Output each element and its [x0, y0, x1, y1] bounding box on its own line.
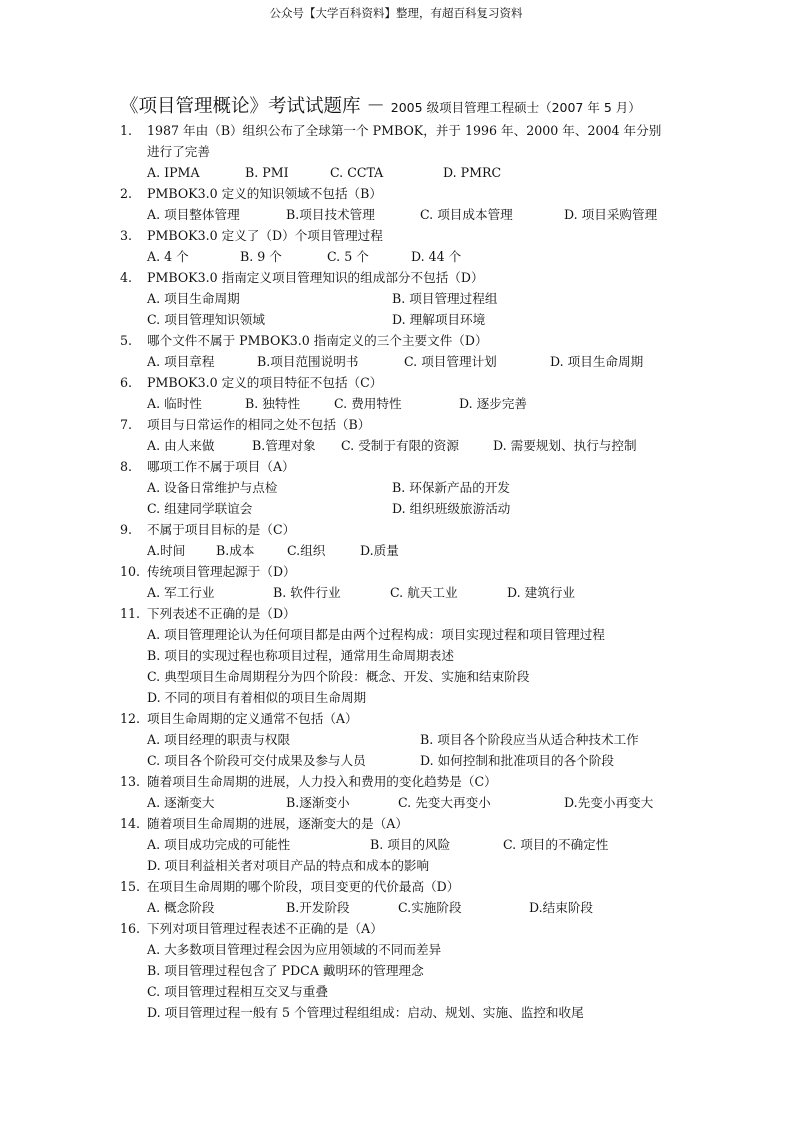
option-d: D. 组织班级旅游活动 — [392, 501, 511, 516]
option-c: C. 项目的不确定性 — [503, 837, 609, 852]
option-c: C. CCTA — [330, 165, 384, 180]
option-c: C. 项目管理过程相互交叉与重叠 — [147, 984, 328, 999]
option-c: C. 组建同学联谊会 — [147, 501, 253, 516]
question-number: 2. — [120, 186, 133, 201]
option-b: B. 独特性 — [245, 396, 301, 411]
option-d: D. 需要规划、执行与控制 — [493, 438, 637, 453]
option-d: D. 建筑行业 — [507, 585, 576, 600]
document-title — [120, 92, 680, 118]
option-b: B.项目技术管理 — [286, 207, 375, 222]
option-d: D. 逐步完善 — [459, 396, 528, 411]
option-a: A. 军工行业 — [147, 585, 215, 600]
option-b: B.管理对象 — [252, 438, 316, 453]
question-stem: PMBOK3.0 指南定义项目管理知识的组成部分不包括（D） — [147, 270, 484, 285]
question-stem: 1987 年由（B）组织公布了全球第一个 PMBOK，并于 1996 年、2000 年、2004 年分别 — [147, 123, 662, 138]
option-d: D. 不同的项目有着相似的项目生命周期 — [147, 690, 367, 705]
option-d: D. 项目生命周期 — [550, 354, 644, 369]
question-stem: 项目生命周期的定义通常不包括（A） — [147, 711, 358, 726]
option-d: D.质量 — [360, 543, 399, 558]
page-header: 公众号【大学百科资料】整理，有超百科复习资料 — [269, 6, 523, 20]
option-c: C. 项目管理计划 — [404, 354, 497, 369]
option-a: A. 由人来做 — [147, 438, 215, 453]
option-c: C. 受制于有限的资源 — [341, 438, 459, 453]
title-dash: － — [360, 96, 391, 117]
option-a: A. 设备日常维护与点检 — [147, 480, 278, 495]
option-a: A. IPMA — [147, 165, 200, 180]
option-c: C. 5 个 — [327, 249, 369, 264]
option-b: B. 项目管理过程组 — [392, 291, 498, 306]
option-b: B.成本 — [216, 543, 255, 558]
option-b: B. 环保新产品的开发 — [392, 480, 511, 495]
option-a: A. 项目章程 — [147, 354, 215, 369]
option-c: C. 费用特性 — [334, 396, 402, 411]
question-number: 7. — [120, 417, 133, 432]
question-number: 8. — [120, 459, 133, 474]
option-d: D. 如何控制和批准项目的各个阶段 — [420, 753, 614, 768]
option-c: C.实施阶段 — [398, 900, 462, 915]
option-c: C. 典型项目生命周期程分为四个阶段：概念、开发、实施和结束阶段 — [147, 669, 530, 684]
option-c: C. 航天工业 — [390, 585, 458, 600]
option-b: B. 项目的风险 — [370, 837, 451, 852]
option-d: D. 项目采购管理 — [564, 207, 658, 222]
option-a: A. 4 个 — [147, 249, 189, 264]
option-a: A.时间 — [147, 543, 186, 558]
option-a: A. 大多数项目管理过程会因为应用领域的不同而差异 — [147, 942, 442, 957]
option-c: C.组织 — [287, 543, 326, 558]
option-d: D.结束阶段 — [529, 900, 594, 915]
question-stem: 随着项目生命周期的进展，逐渐变大的是（A） — [147, 816, 408, 831]
option-a: A. 项目整体管理 — [147, 207, 240, 222]
question-number: 12. — [120, 711, 141, 726]
option-a: A. 项目生命周期 — [147, 291, 240, 306]
option-b: B. PMI — [245, 165, 289, 180]
option-c: C. 项目管理知识领域 — [147, 312, 265, 327]
question-number: 11. — [120, 606, 141, 621]
question-number: 13. — [120, 774, 141, 789]
question-stem: PMBOK3.0 定义的项目特征不包括（C） — [147, 375, 383, 390]
option-a: A. 概念阶段 — [147, 900, 215, 915]
option-d: D.先变小再变大 — [564, 795, 654, 810]
question-stem: 传统项目管理起源于（D） — [147, 564, 296, 579]
question-number: 10. — [120, 564, 141, 579]
option-b: B. 项目各个阶段应当从适合种技术工作 — [420, 732, 639, 747]
option-a: A. 临时性 — [147, 396, 202, 411]
question-stem: 在项目生命周期的哪个阶段，项目变更的代价最高（D） — [147, 879, 460, 894]
option-a: A. 项目管理理论认为任何项目都是由两个过程构成：项目实现过程和项目管理过程 — [147, 627, 605, 642]
question-stem: 哪个文件不属于 PMBOK3.0 指南定义的三个主要文件（D） — [147, 333, 488, 348]
option-b: B. 软件行业 — [273, 585, 341, 600]
option-d: D. PMRC — [443, 165, 502, 180]
option-d: D. 项目利益相关者对项目产品的特点和成本的影响 — [147, 858, 430, 873]
option-b: B.项目范围说明书 — [257, 354, 359, 369]
question-number: 4. — [120, 270, 133, 285]
question-number: 3. — [120, 228, 133, 243]
option-c: C. 先变大再变小 — [398, 795, 491, 810]
question-stem: PMBOK3.0 定义了（D）个项目管理过程 — [147, 228, 383, 243]
question-number: 1. — [120, 123, 133, 138]
question-number: 6. — [120, 375, 133, 390]
option-b: B. 项目的实现过程也称项目过程，通常用生命周期表述 — [147, 648, 454, 663]
question-stem: 不属于项目目标的是（C） — [147, 522, 296, 537]
question-stem: 下列表述不正确的是（D） — [147, 606, 296, 621]
option-a: A. 项目成功完成的可能性 — [147, 837, 291, 852]
title-main: 《项目管理概论》考试试题库 — [120, 96, 361, 117]
question-number: 14. — [120, 816, 141, 831]
question-stem-cont: 进行了完善 — [147, 144, 210, 159]
option-d: D. 项目管理过程一般有 5 个管理过程组组成：启动、规划、实施、监控和收尾 — [147, 1005, 584, 1020]
question-stem: 下列对项目管理过程表述不正确的是（A） — [147, 921, 383, 936]
option-a: A. 逐渐变大 — [147, 795, 215, 810]
question-number: 15. — [120, 879, 141, 894]
option-b: B.开发阶段 — [286, 900, 350, 915]
question-number: 5. — [120, 333, 133, 348]
option-d: D. 理解项目环境 — [392, 312, 486, 327]
option-b: B. 项目管理过程包含了 PDCA 戴明环的管理理念 — [147, 963, 424, 978]
option-d: D. 44 个 — [411, 249, 462, 264]
title-sub: 2005 级项目管理工程硕士（2007 年 5 月） — [390, 100, 641, 115]
option-b: B. 9 个 — [240, 249, 282, 264]
question-stem: 随着项目生命周期的进展，人力投入和费用的变化趋势是（C） — [147, 774, 497, 789]
option-c: C. 项目各个阶段可交付成果及参与人员 — [147, 753, 366, 768]
option-a: A. 项目经理的职责与权限 — [147, 732, 291, 747]
option-b: B.逐渐变小 — [286, 795, 350, 810]
question-number: 16. — [120, 921, 141, 936]
question-stem: 项目与日常运作的相同之处不包括（B） — [147, 417, 371, 432]
question-stem: PMBOK3.0 定义的知识领域不包括（B） — [147, 186, 383, 201]
question-number: 9. — [120, 522, 133, 537]
option-c: C. 项目成本管理 — [420, 207, 513, 222]
question-stem: 哪项工作不属于项目（A） — [147, 459, 295, 474]
